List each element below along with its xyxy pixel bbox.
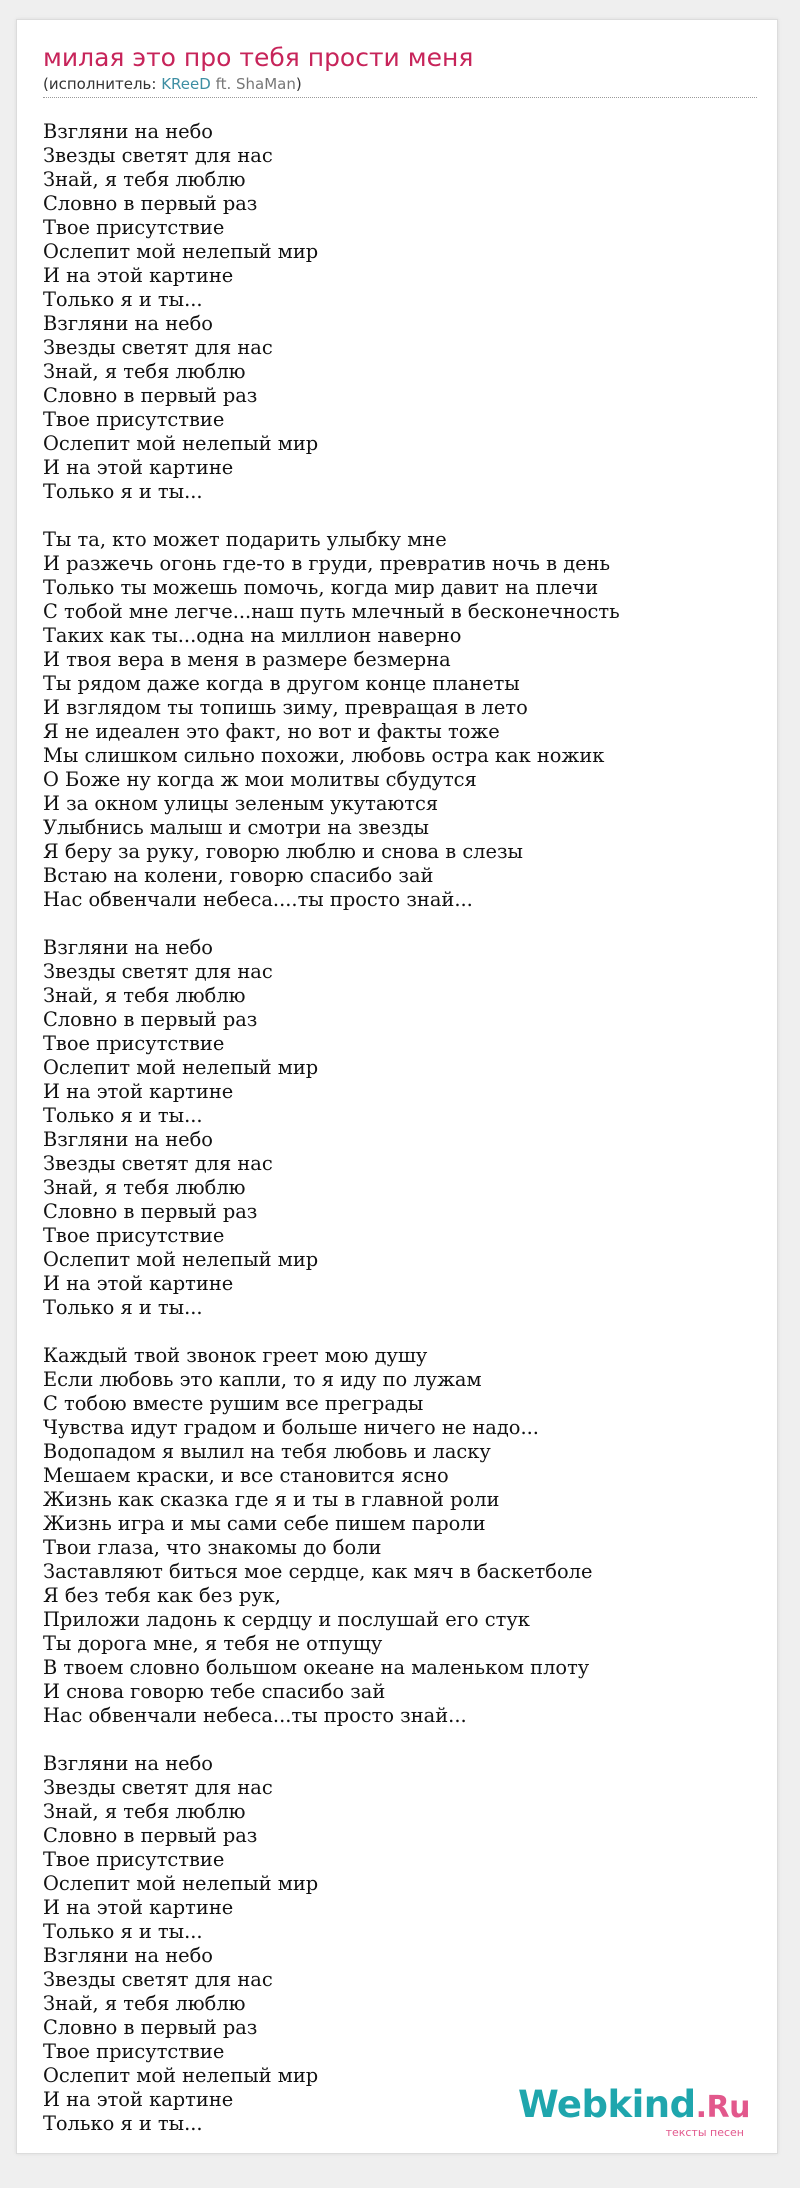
lyric-line: Звезды светят для нас [43, 336, 273, 359]
lyric-line: Знай, я тебя люблю [43, 984, 246, 1007]
lyric-line: Звезды светят для нас [43, 144, 273, 167]
lyric-line: Приложи ладонь к сердцу и послушай его стук [43, 1608, 530, 1631]
lyric-line: Твое присутствие [43, 1224, 225, 1247]
lyric-line: Твое присутствие [43, 216, 225, 239]
lyric-line: И на этой картине [43, 1896, 234, 1919]
lyric-line: Словно в первый раз [43, 1824, 258, 1847]
lyric-line: Звезды светят для нас [43, 1776, 273, 1799]
lyric-line: Ослепит мой нелепый мир [43, 1056, 319, 1079]
performer-feat: ft. [210, 75, 236, 93]
logo-wordmark [517, 2083, 750, 2127]
webkind-logo [517, 2083, 750, 2139]
lyric-line: И на этой картине [43, 456, 234, 479]
lyric-line: Взгляни на небо [43, 936, 213, 959]
lyric-line: Только я и ты... [43, 2112, 203, 2135]
lyric-line: Нас обвенчали небеса....ты просто знай... [43, 888, 473, 911]
lyric-line: Каждый твой звонок греет мою душу [43, 1344, 428, 1367]
performer-suffix: ) [295, 75, 302, 93]
lyric-line: Я не идеален это факт, но вот и факты тоже [43, 720, 500, 743]
performer-link-kreed[interactable]: KReeD [161, 75, 211, 93]
lyric-line: Если любовь это капли, то я иду по лужам [43, 1368, 482, 1391]
lyric-line: Встаю на колени, говорю спасибо зай [43, 864, 434, 887]
lyric-line: Звезды светят для нас [43, 960, 273, 983]
lyric-line: Знай, я тебя люблю [43, 360, 246, 383]
lyric-line: Ты рядом даже когда в другом конце планеты [43, 672, 520, 695]
lyric-line: Ты та, кто может подарить улыбку мне [43, 528, 447, 551]
lyric-line: Я беру за руку, говорю люблю и снова в слезы [43, 840, 523, 863]
lyric-line: И на этой картине [43, 1272, 234, 1295]
lyric-blank-line [43, 912, 620, 936]
lyric-line: Таких как ты...одна на миллион наверно [43, 624, 462, 647]
lyric-line: Только ты можешь помочь, когда мир давит на плечи [43, 576, 599, 599]
lyric-line: И разжечь огонь где-то в груди, превратив ночь в день [43, 552, 611, 575]
lyrics-text [43, 120, 620, 2136]
lyric-line: Ослепит мой нелепый мир [43, 2064, 319, 2087]
lyric-line: И за окном улицы зеленым укутаются [43, 792, 439, 815]
lyric-line: Словно в первый раз [43, 2016, 258, 2039]
song-header [43, 42, 757, 98]
lyric-line: Твое присутствие [43, 1848, 225, 1871]
lyric-line: Звезды светят для нас [43, 1152, 273, 1175]
lyric-line: Чувства идут градом и больше ничего не надо... [43, 1416, 539, 1439]
lyric-line: Ослепит мой нелепый мир [43, 1872, 319, 1895]
lyric-line: Словно в первый раз [43, 1200, 258, 1223]
lyric-line: Я без тебя как без рук, [43, 1584, 281, 1607]
lyric-line: Словно в первый раз [43, 192, 258, 215]
lyrics-card [16, 19, 778, 2154]
lyric-line: Твое присутствие [43, 1032, 225, 1055]
lyric-blank-line [43, 504, 620, 528]
lyric-line: Словно в первый раз [43, 1008, 258, 1031]
lyric-line: Только я и ты... [43, 1296, 203, 1319]
performer-link-shaman[interactable]: ShaMan [236, 75, 296, 93]
lyric-line: Мешаем краски, и все становится ясно [43, 1464, 449, 1487]
lyric-line: Твое присутствие [43, 2040, 225, 2063]
lyric-line: С тобою вместе рушим все преграды [43, 1392, 424, 1415]
lyric-line: Знай, я тебя люблю [43, 1992, 246, 2015]
lyric-line: Только я и ты... [43, 288, 203, 311]
lyric-line: И твоя вера в меня в размере безмерна [43, 648, 451, 671]
lyric-line: Взгляни на небо [43, 1128, 213, 1151]
lyric-line: Знай, я тебя люблю [43, 1800, 246, 1823]
lyric-line: Заставляют биться мое сердце, как мяч в баскетболе [43, 1560, 593, 1583]
logo-subtitle: тексты песен [665, 2126, 744, 2139]
lyric-line: Только я и ты... [43, 1104, 203, 1127]
lyric-line: Водопадом я вылил на тебя любовь и ласку [43, 1440, 491, 1463]
lyric-line: Знай, я тебя люблю [43, 1176, 246, 1199]
song-title: милая это про тебя прости меня [43, 43, 474, 72]
lyric-line: Жизнь как сказка где я и ты в главной роли [43, 1488, 500, 1511]
lyric-line: Ослепит мой нелепый мир [43, 432, 319, 455]
lyric-line: Взгляни на небо [43, 1944, 213, 1967]
lyric-line: Знай, я тебя люблю [43, 168, 246, 191]
lyric-line: И на этой картине [43, 2088, 234, 2111]
lyric-line: Только я и ты... [43, 480, 203, 503]
lyric-line: И снова говорю тебе спасибо зай [43, 1680, 386, 1703]
lyric-line: О Боже ну когда ж мои молитвы сбудутся [43, 768, 477, 791]
lyric-line: Взгляни на небо [43, 312, 213, 335]
lyric-line: И на этой картине [43, 264, 234, 287]
lyric-blank-line [43, 1320, 620, 1344]
performer-line [43, 74, 757, 98]
lyric-line: Ты дорога мне, я тебя не отпущу [43, 1632, 383, 1655]
lyric-line: Твои глаза, что знакомы до боли [43, 1536, 382, 1559]
lyric-line: В твоем словно большом океане на маленьком плоту [43, 1656, 590, 1679]
logo-main-text: Webkind [517, 2083, 696, 2126]
lyric-line: Нас обвенчали небеса...ты просто знай... [43, 1704, 467, 1727]
lyric-line: Словно в первый раз [43, 384, 258, 407]
lyric-line: Звезды светят для нас [43, 1968, 273, 1991]
lyric-line: Ослепит мой нелепый мир [43, 240, 319, 263]
lyric-line: И на этой картине [43, 1080, 234, 1103]
lyric-line: Ослепит мой нелепый мир [43, 1248, 319, 1271]
lyric-line: Взгляни на небо [43, 120, 213, 143]
lyric-line: Взгляни на небо [43, 1752, 213, 1775]
logo-tld: .Ru [695, 2090, 750, 2125]
performer-prefix: (исполнитель: [43, 75, 162, 93]
lyric-line: Твое присутствие [43, 408, 225, 431]
lyric-line: С тобой мне легче...наш путь млечный в бесконечность [43, 600, 620, 623]
lyric-line: Улыбнись малыш и смотри на звезды [43, 816, 429, 839]
lyric-line: Жизнь игра и мы сами себе пишем пароли [43, 1512, 486, 1535]
lyric-line: И взглядом ты топишь зиму, превращая в лето [43, 696, 528, 719]
lyric-blank-line [43, 1728, 620, 1752]
lyric-line: Мы слишком сильно похожи, любовь остра как ножик [43, 744, 605, 767]
lyric-line: Только я и ты... [43, 1920, 203, 1943]
